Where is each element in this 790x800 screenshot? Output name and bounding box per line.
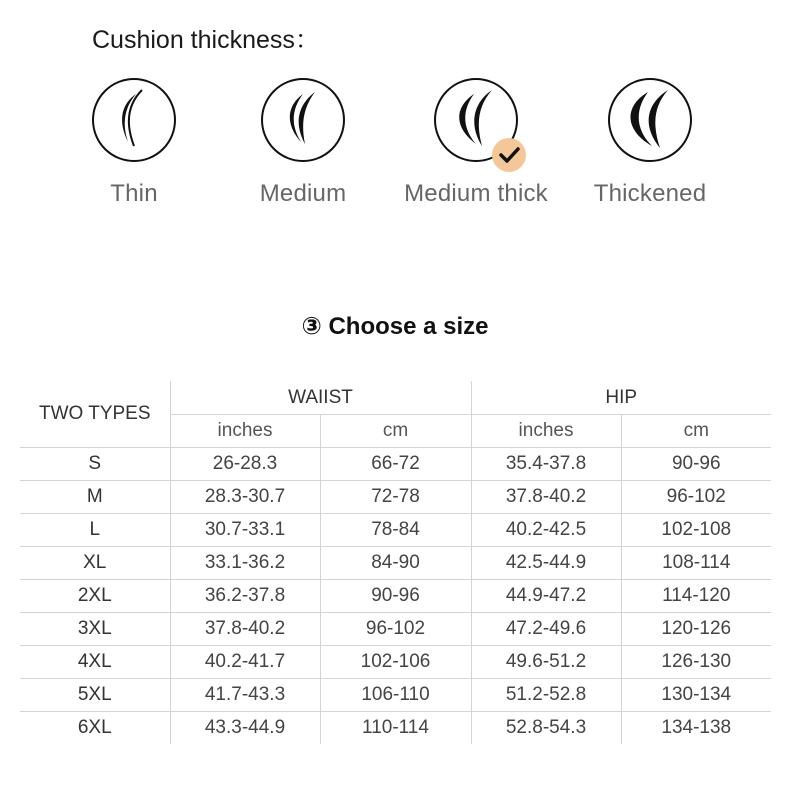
hip-inches-cell: 52.8-54.3 (471, 712, 621, 745)
waist-cm-cell: 96-102 (320, 613, 471, 646)
cushion-option-medium[interactable] (218, 78, 388, 208)
table-row (20, 679, 771, 712)
waist-inches-cell: 36.2-37.8 (170, 580, 320, 613)
cushion-thin-icon (92, 78, 176, 162)
hip-inches-cell: 37.8-40.2 (471, 481, 621, 514)
cushion-medium-icon (261, 78, 345, 162)
table-row (20, 613, 771, 646)
size-cell: 3XL (20, 613, 170, 646)
hip-inches-cell: 44.9-47.2 (471, 580, 621, 613)
hip-inches-header: inches (471, 415, 621, 448)
waist-cm-cell: 84-90 (320, 547, 471, 580)
selected-check-icon (492, 138, 526, 172)
hip-inches-cell: 51.2-52.8 (471, 679, 621, 712)
table-row (20, 712, 771, 745)
hip-cm-cell: 130-134 (621, 679, 771, 712)
waist-cm-cell: 110-114 (320, 712, 471, 745)
waist-inches-cell: 41.7-43.3 (170, 679, 320, 712)
size-cell: 2XL (20, 580, 170, 613)
cushion-option-thin[interactable] (49, 78, 219, 208)
cushion-thickened-icon (608, 78, 692, 162)
waist-inches-cell: 26-28.3 (170, 448, 320, 481)
hip-inches-cell: 49.6-51.2 (471, 646, 621, 679)
waist-inches-cell: 40.2-41.7 (170, 646, 320, 679)
waist-inches-cell: 43.3-44.9 (170, 712, 320, 745)
hip-cm-cell: 96-102 (621, 481, 771, 514)
table-row (20, 646, 771, 679)
hip-cm-cell: 102-108 (621, 514, 771, 547)
waist-cm-cell: 102-106 (320, 646, 471, 679)
size-cell: S (20, 448, 170, 481)
waist-cm-cell: 66-72 (320, 448, 471, 481)
size-cell: M (20, 481, 170, 514)
table-row (20, 580, 771, 613)
size-chart-table (20, 381, 771, 744)
hip-cm-cell: 120-126 (621, 613, 771, 646)
hip-inches-cell: 47.2-49.6 (471, 613, 621, 646)
size-cell: XL (20, 547, 170, 580)
two-types-header: TWO TYPES (20, 381, 170, 448)
hip-group-header: HIP (471, 381, 771, 415)
waist-inches-cell: 28.3-30.7 (170, 481, 320, 514)
cushion-medium-thick-icon (434, 78, 518, 162)
waist-cm-cell: 72-78 (320, 481, 471, 514)
waist-inches-header: inches (170, 415, 320, 448)
waist-inches-cell: 37.8-40.2 (170, 613, 320, 646)
hip-cm-cell: 114-120 (621, 580, 771, 613)
hip-cm-cell: 126-130 (621, 646, 771, 679)
hip-cm-cell: 134-138 (621, 712, 771, 745)
hip-cm-header: cm (621, 415, 771, 448)
cushion-thickness-heading: Cushion thickness： (92, 26, 320, 54)
hip-cm-cell: 90-96 (621, 448, 771, 481)
size-cell: 4XL (20, 646, 170, 679)
cushion-medium-label: Medium (259, 180, 347, 207)
hip-cm-cell: 108-114 (621, 547, 771, 580)
cushion-option-thickened[interactable] (565, 78, 735, 208)
hip-inches-cell: 35.4-37.8 (471, 448, 621, 481)
waist-cm-cell: 90-96 (320, 580, 471, 613)
choose-size-title: ③ Choose a size (301, 313, 489, 340)
waist-cm-cell: 106-110 (320, 679, 471, 712)
waist-inches-cell: 33.1-36.2 (170, 547, 320, 580)
table-row (20, 448, 771, 481)
waist-group-header: WAIIST (170, 381, 471, 415)
table-row (20, 481, 771, 514)
table-row (20, 547, 771, 580)
cushion-medium-thick-label: Medium thick (404, 180, 548, 207)
size-cell: 5XL (20, 679, 170, 712)
size-cell: L (20, 514, 170, 547)
hip-inches-cell: 40.2-42.5 (471, 514, 621, 547)
waist-inches-cell: 30.7-33.1 (170, 514, 320, 547)
waist-cm-header: cm (320, 415, 471, 448)
table-row (20, 514, 771, 547)
waist-cm-cell: 78-84 (320, 514, 471, 547)
cushion-thickened-label: Thickened (593, 180, 707, 207)
hip-inches-cell: 42.5-44.9 (471, 547, 621, 580)
cushion-option-medium-thick[interactable] (391, 78, 561, 208)
size-cell: 6XL (77, 717, 112, 738)
cushion-thin-label: Thin (110, 180, 158, 207)
